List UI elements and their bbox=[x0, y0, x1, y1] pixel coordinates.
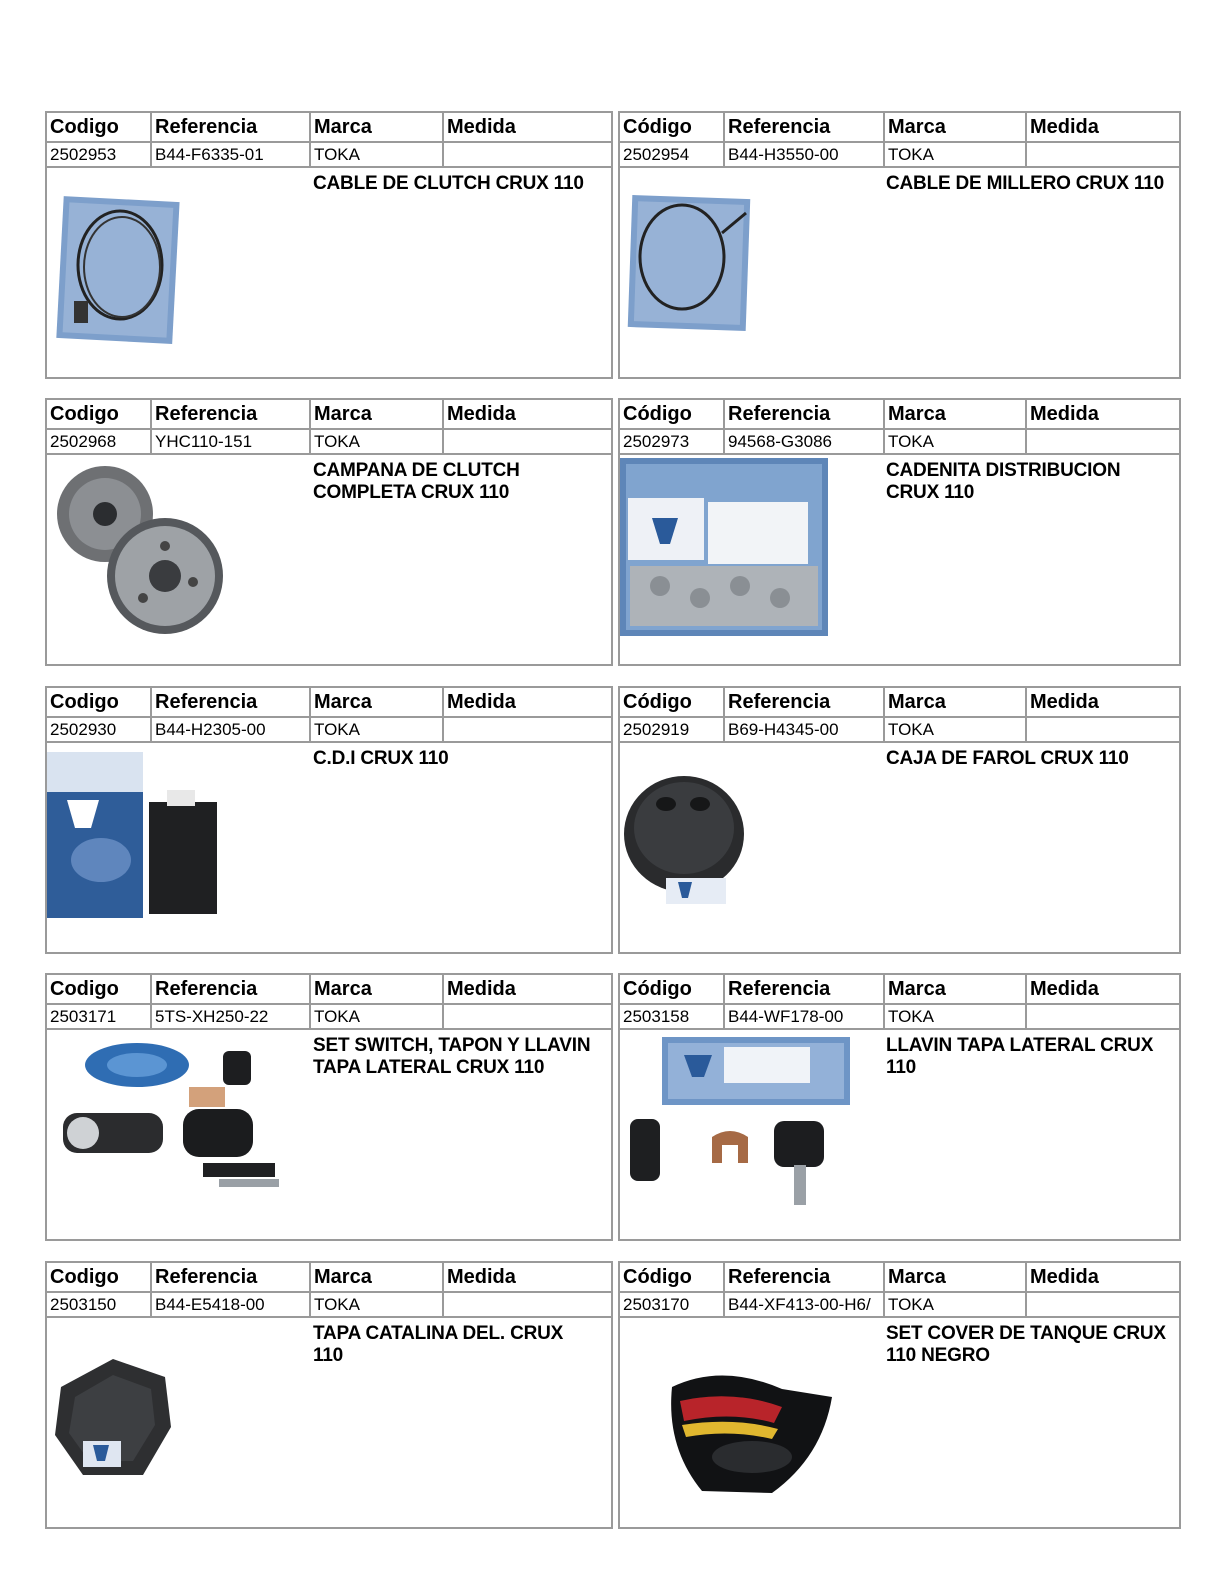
referencia-header: Referencia bbox=[152, 688, 311, 716]
value-row bbox=[620, 1005, 1179, 1030]
codigo-header: Codigo bbox=[47, 975, 152, 1003]
referencia-header: Referencia bbox=[725, 1263, 885, 1291]
codigo-header: Código bbox=[620, 688, 725, 716]
product-card-2502953 bbox=[45, 111, 613, 379]
referencia-value: B44-H2305-00 bbox=[152, 718, 311, 741]
header-row bbox=[47, 688, 611, 718]
medida-header: Medida bbox=[447, 1266, 516, 1288]
clutch-bell-photo bbox=[53, 462, 225, 634]
medida-header: Medida bbox=[447, 403, 516, 425]
marca-value: TOKA bbox=[311, 1293, 444, 1316]
header-row bbox=[620, 1263, 1179, 1293]
medida-header: Medida bbox=[447, 116, 516, 138]
clutch-cable-photo bbox=[52, 191, 182, 347]
referencia-value: B44-H3550-00 bbox=[725, 143, 885, 166]
value-row bbox=[47, 718, 611, 743]
medida-value bbox=[1027, 430, 1179, 453]
marca-header: Marca bbox=[311, 688, 444, 716]
product-card-2502919 bbox=[618, 686, 1181, 954]
referencia-header: Referencia bbox=[725, 975, 885, 1003]
codigo-value: 2502930 bbox=[47, 718, 152, 741]
medida-value bbox=[1027, 1293, 1179, 1316]
referencia-header: Referencia bbox=[152, 1263, 311, 1291]
headlight-case-photo bbox=[620, 768, 752, 914]
product-card-2503150 bbox=[45, 1261, 613, 1529]
marca-header: Marca bbox=[885, 113, 1027, 141]
sprocket-cover-photo bbox=[53, 1357, 173, 1479]
header-row bbox=[620, 688, 1179, 718]
product-card-2503171 bbox=[45, 973, 613, 1241]
codigo-header: Código bbox=[620, 113, 725, 141]
medida-value bbox=[444, 143, 611, 166]
codigo-header: Codigo bbox=[47, 400, 152, 428]
codigo-header: Código bbox=[620, 1263, 725, 1291]
marca-value: TOKA bbox=[311, 1005, 444, 1028]
codigo-value: 2503170 bbox=[620, 1293, 725, 1316]
marca-header: Marca bbox=[311, 400, 444, 428]
referencia-value: B44-F6335-01 bbox=[152, 143, 311, 166]
referencia-header: Referencia bbox=[152, 113, 311, 141]
medida-value bbox=[1027, 718, 1179, 741]
codigo-value: 2502919 bbox=[620, 718, 725, 741]
medida-header: Medida bbox=[1030, 403, 1099, 425]
ignition-switch-set-photo bbox=[53, 1037, 303, 1205]
value-row bbox=[620, 143, 1179, 168]
marca-value: TOKA bbox=[885, 1005, 1027, 1028]
medida-value bbox=[1027, 1005, 1179, 1028]
product-card-2502954 bbox=[618, 111, 1181, 379]
marca-header: Marca bbox=[885, 688, 1027, 716]
header-row bbox=[47, 1263, 611, 1293]
medida-value bbox=[444, 430, 611, 453]
value-row bbox=[620, 718, 1179, 743]
codigo-header: Código bbox=[620, 400, 725, 428]
referencia-value: YHC110-151 bbox=[152, 430, 311, 453]
product-description: CABLE DE MILLERO CRUX 110 bbox=[886, 173, 1164, 194]
marca-header: Marca bbox=[885, 1263, 1027, 1291]
marca-header: Marca bbox=[311, 975, 444, 1003]
product-description: CABLE DE CLUTCH CRUX 110 bbox=[313, 173, 584, 194]
referencia-value: B44-WF178-00 bbox=[725, 1005, 885, 1028]
codigo-value: 2502954 bbox=[620, 143, 725, 166]
header-row bbox=[620, 113, 1179, 143]
medida-header: Medida bbox=[1030, 691, 1099, 713]
codigo-header: Codigo bbox=[47, 688, 152, 716]
marca-value: TOKA bbox=[885, 718, 1027, 741]
marca-value: TOKA bbox=[311, 718, 444, 741]
medida-header: Medida bbox=[1030, 116, 1099, 138]
codigo-value: 2502973 bbox=[620, 430, 725, 453]
codigo-value: 2503150 bbox=[47, 1293, 152, 1316]
product-description: C.D.I CRUX 110 bbox=[313, 748, 449, 769]
header-row bbox=[47, 975, 611, 1005]
referencia-header: Referencia bbox=[725, 113, 885, 141]
referencia-header: Referencia bbox=[725, 400, 885, 428]
referencia-value: B44-XF413-00-H6/ bbox=[725, 1293, 885, 1316]
marca-header: Marca bbox=[885, 400, 1027, 428]
header-row bbox=[620, 975, 1179, 1005]
referencia-value: B69-H4345-00 bbox=[725, 718, 885, 741]
medida-header: Medida bbox=[1030, 1266, 1099, 1288]
product-card-2502973 bbox=[618, 398, 1181, 666]
speedometer-cable-photo bbox=[622, 193, 754, 333]
product-description: SET COVER DE TANQUE CRUX 110 NEGRO bbox=[886, 1323, 1166, 1366]
codigo-header: Codigo bbox=[47, 1263, 152, 1291]
header-row bbox=[47, 400, 611, 430]
referencia-header: Referencia bbox=[152, 400, 311, 428]
marca-value: TOKA bbox=[885, 1293, 1027, 1316]
product-card-2502968 bbox=[45, 398, 613, 666]
medida-value bbox=[444, 718, 611, 741]
product-card-2503170 bbox=[618, 1261, 1181, 1529]
codigo-value: 2502968 bbox=[47, 430, 152, 453]
marca-value: TOKA bbox=[311, 143, 444, 166]
referencia-header: Referencia bbox=[725, 688, 885, 716]
referencia-value: 94568-G3086 bbox=[725, 430, 885, 453]
codigo-value: 2502953 bbox=[47, 143, 152, 166]
value-row bbox=[620, 430, 1179, 455]
product-card-2502930 bbox=[45, 686, 613, 954]
product-description: TAPA CATALINA DEL. CRUX 110 bbox=[313, 1323, 564, 1366]
header-row bbox=[620, 400, 1179, 430]
marca-value: TOKA bbox=[885, 430, 1027, 453]
header-row bbox=[47, 113, 611, 143]
side-cover-lock-photo bbox=[624, 1037, 860, 1209]
medida-value bbox=[1027, 143, 1179, 166]
medida-header: Medida bbox=[1030, 978, 1099, 1000]
value-row bbox=[47, 1293, 611, 1318]
codigo-value: 2503158 bbox=[620, 1005, 725, 1028]
marca-value: TOKA bbox=[311, 430, 444, 453]
referencia-value: B44-E5418-00 bbox=[152, 1293, 311, 1316]
marca-header: Marca bbox=[311, 1263, 444, 1291]
timing-chain-photo bbox=[620, 458, 828, 636]
product-description: CAJA DE FAROL CRUX 110 bbox=[886, 748, 1129, 769]
codigo-value: 2503171 bbox=[47, 1005, 152, 1028]
product-card-2503158 bbox=[618, 973, 1181, 1241]
referencia-header: Referencia bbox=[152, 975, 311, 1003]
value-row bbox=[47, 1005, 611, 1030]
value-row bbox=[620, 1293, 1179, 1318]
marca-header: Marca bbox=[885, 975, 1027, 1003]
medida-value bbox=[444, 1005, 611, 1028]
product-description: CADENITA DISTRIBUCION CRUX 110 bbox=[886, 460, 1121, 503]
tank-cover-set-photo bbox=[662, 1367, 842, 1499]
marca-header: Marca bbox=[311, 113, 444, 141]
medida-header: Medida bbox=[447, 978, 516, 1000]
value-row bbox=[47, 143, 611, 168]
cdi-unit-photo bbox=[47, 750, 223, 922]
medida-value bbox=[444, 1293, 611, 1316]
referencia-value: 5TS-XH250-22 bbox=[152, 1005, 311, 1028]
product-description: CAMPANA DE CLUTCH COMPLETA CRUX 110 bbox=[313, 460, 520, 503]
codigo-header: Código bbox=[620, 975, 725, 1003]
product-description: SET SWITCH, TAPON Y LLAVIN TAPA LATERAL CRUX 110 bbox=[313, 1035, 591, 1078]
codigo-header: Codigo bbox=[47, 113, 152, 141]
product-description: LLAVIN TAPA LATERAL CRUX 110 bbox=[886, 1035, 1154, 1078]
marca-value: TOKA bbox=[885, 143, 1027, 166]
value-row bbox=[47, 430, 611, 455]
medida-header: Medida bbox=[447, 691, 516, 713]
